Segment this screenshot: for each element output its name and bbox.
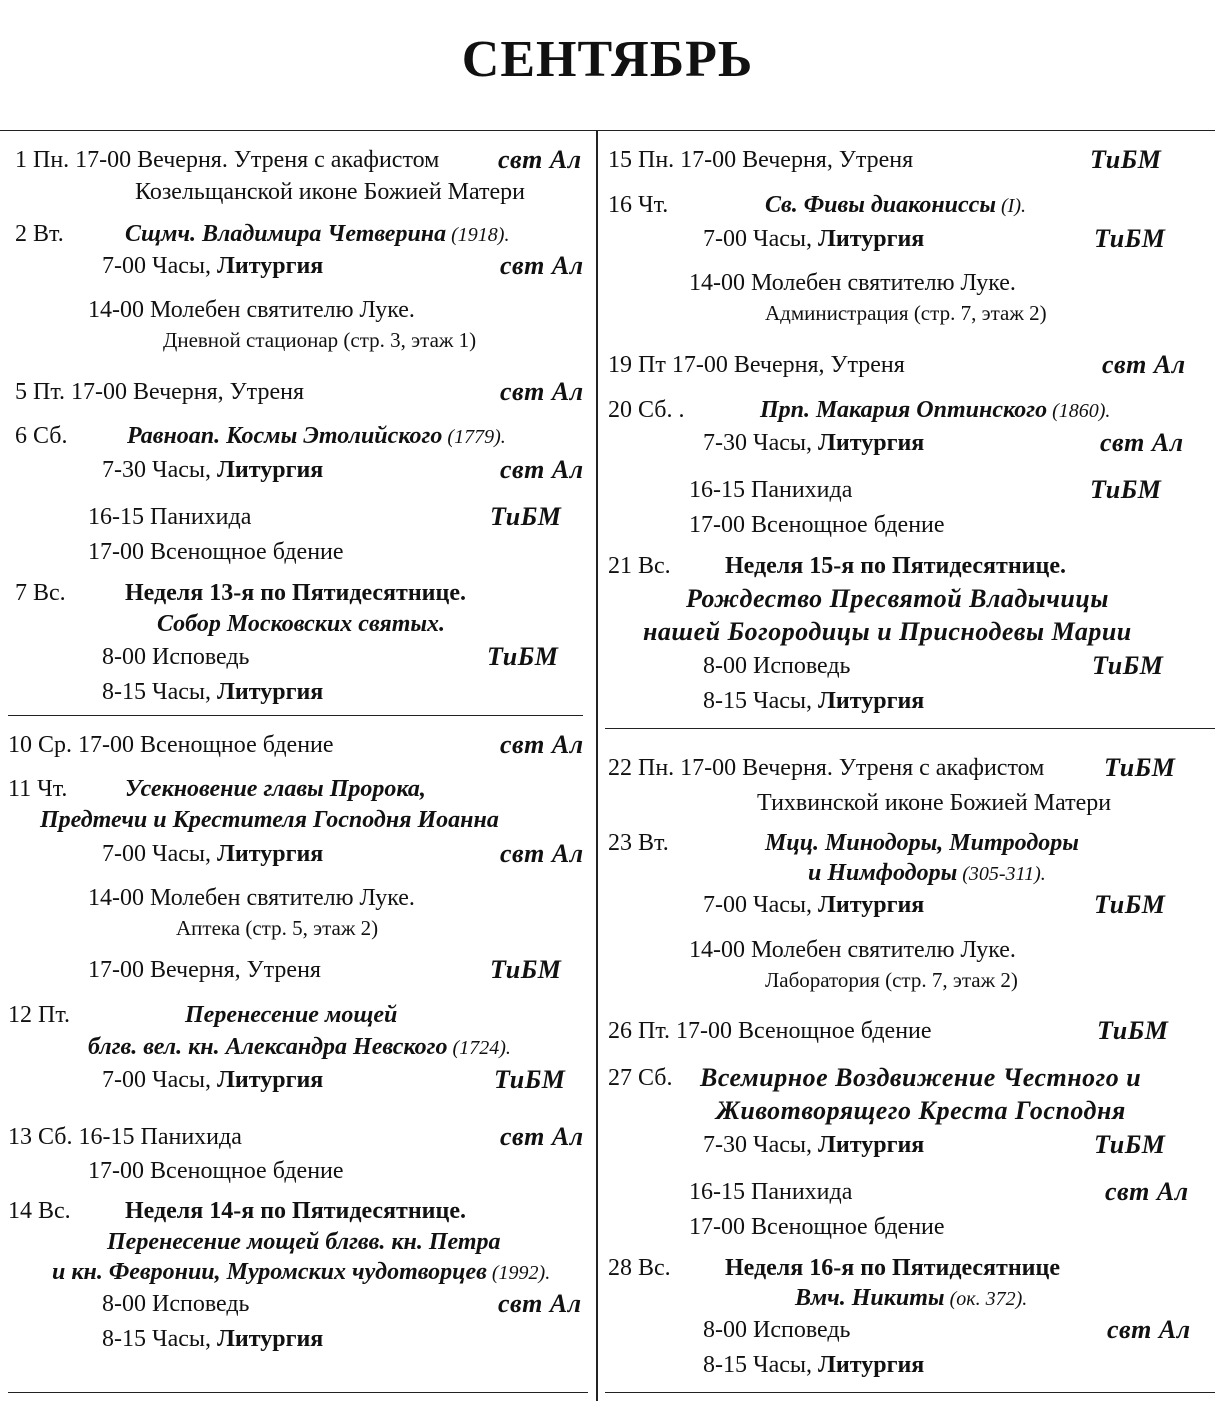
- schedule-line: 1 Пн. 17-00 Вечерня. Утреня с акафистом: [15, 147, 440, 173]
- clergy-tag: ТиБМ: [1094, 890, 1166, 919]
- schedule-line: Всемирное Воздвижение Честного и: [700, 1063, 1142, 1092]
- liturgy-label: Литургия: [818, 1132, 925, 1158]
- left-bottom-divider: [8, 1392, 588, 1393]
- year-note: (ок. 372).: [944, 1288, 1028, 1310]
- schedule-line: 19 Пт 17-00 Вечерня, Утреня: [608, 352, 905, 378]
- schedule-line: 16 Чт.: [608, 192, 669, 218]
- schedule-line: Прп. Макария Оптинского (1860).: [760, 397, 1111, 423]
- clergy-tag: свт Ал: [1107, 1315, 1191, 1344]
- schedule-line: 16-15 Панихида: [88, 504, 252, 530]
- service-time: 7-30 Часы,: [102, 457, 218, 483]
- schedule-line: 17-00 Всенощное бдение: [88, 539, 344, 565]
- schedule-line: 16-15 Панихида: [689, 477, 853, 503]
- year-note: (1918).: [446, 224, 510, 246]
- service-time: 8-15 Часы,: [703, 1352, 819, 1378]
- schedule-line: 14-00 Молебен святителю Луке.: [88, 885, 415, 911]
- schedule-line: 8-00 Исповедь: [102, 1291, 250, 1317]
- service-time: 7-00 Часы,: [703, 226, 819, 252]
- schedule-line: Неделя 14-я по Пятидесятнице.: [125, 1198, 466, 1224]
- schedule-line: Собор Московских святых.: [157, 611, 446, 637]
- schedule-line: [102, 1065, 323, 1095]
- service-time: 8-15 Часы,: [703, 688, 819, 714]
- schedule-line: 21 Вс.: [608, 553, 671, 579]
- clergy-tag: свт Ал: [1105, 1177, 1189, 1206]
- schedule-line: 14-00 Молебен святителю Луке.: [88, 297, 415, 323]
- schedule-line: Неделя 16-я по Пятидесятнице: [725, 1255, 1060, 1281]
- schedule-line: Неделя 15-я по Пятидесятнице.: [725, 553, 1066, 579]
- schedule-line: Неделя 13-я по Пятидесятнице.: [125, 580, 466, 606]
- clergy-tag: свт Ал: [500, 377, 584, 406]
- liturgy-label: Литургия: [217, 457, 324, 483]
- clergy-tag: свт Ал: [498, 145, 582, 174]
- column-divider: [596, 130, 598, 1401]
- year-note: (1779).: [442, 426, 506, 448]
- schedule-line: Лаборатория (стр. 7, этаж 2): [765, 968, 1018, 992]
- schedule-line: 17-00 Всенощное бдение: [88, 1158, 344, 1184]
- service-time: 7-00 Часы,: [703, 892, 819, 918]
- clergy-tag: свт Ал: [500, 1122, 584, 1151]
- right-bottom-divider: [605, 1392, 1215, 1393]
- liturgy-label: Литургия: [818, 892, 925, 918]
- clergy-tag: свт Ал: [1102, 350, 1186, 379]
- schedule-line: [703, 224, 924, 254]
- schedule-line: и кн. Февронии, Муромских чудотворцев (1992).: [52, 1259, 551, 1285]
- clergy-tag: ТиБМ: [490, 955, 562, 984]
- liturgy-label: Литургия: [217, 1326, 324, 1352]
- schedule-line: 17-00 Всенощное бдение: [689, 1214, 945, 1240]
- clergy-tag: ТиБМ: [494, 1065, 566, 1094]
- schedule-line: 7 Вс.: [15, 580, 66, 606]
- page-title: СЕНТЯБРЬ: [461, 31, 754, 88]
- schedule-line: 2 Вт.: [15, 221, 64, 247]
- service-time: 8-15 Часы,: [102, 1326, 218, 1352]
- schedule-line: Усекновение главы Пророка,: [125, 776, 426, 802]
- schedule-line: нашей Богородицы и Приснодевы Марии: [643, 617, 1132, 646]
- clergy-tag: ТиБМ: [1092, 651, 1164, 680]
- year-note: (1992).: [486, 1262, 551, 1284]
- left-week-divider: [8, 715, 583, 716]
- schedule-line: 26 Пт. 17-00 Всенощное бдение: [608, 1018, 932, 1044]
- schedule-line: Сщмч. Владимира Четверина (1918).: [125, 221, 510, 247]
- schedule-line: 6 Сб.: [15, 423, 68, 449]
- year-note: (1860).: [1047, 400, 1111, 422]
- schedule-line: [102, 251, 323, 281]
- schedule-line: 11 Чт.: [8, 776, 68, 802]
- schedule-line: [102, 455, 323, 485]
- clergy-tag: свт Ал: [498, 1289, 582, 1318]
- schedule-line: 14-00 Молебен святителю Луке.: [689, 270, 1016, 296]
- liturgy-label: Литургия: [818, 430, 925, 456]
- clergy-tag: ТиБМ: [487, 642, 559, 671]
- schedule-line: [102, 839, 323, 869]
- schedule-line: Аптека (стр. 5, этаж 2): [176, 916, 379, 940]
- schedule-line: 27 Сб.: [608, 1065, 673, 1091]
- schedule-line: [102, 677, 323, 707]
- schedule-line: Св. Фивы диакониссы (I).: [765, 192, 1026, 218]
- schedule-line: 20 Сб. .: [608, 397, 685, 423]
- clergy-tag: ТиБМ: [1097, 1016, 1169, 1045]
- liturgy-label: Литургия: [217, 679, 324, 705]
- clergy-tag: ТиБМ: [1094, 224, 1166, 253]
- schedule-line: 14-00 Молебен святителю Луке.: [689, 937, 1016, 963]
- schedule-line: 15 Пн. 17-00 Вечерня, Утреня: [608, 147, 914, 173]
- schedule-line: 17-00 Вечерня, Утреня: [88, 957, 321, 983]
- schedule-line: [703, 428, 924, 458]
- schedule-line: 8-00 Исповедь: [703, 1317, 851, 1343]
- service-time: 7-00 Часы,: [102, 253, 218, 279]
- schedule-line: Тихвинской иконе Божией Матери: [757, 790, 1112, 816]
- schedule-line: 22 Пн. 17-00 Вечерня. Утреня с акафистом: [608, 755, 1045, 781]
- schedule-line: [703, 890, 924, 920]
- top-divider: [0, 130, 1215, 131]
- schedule-line: 8-00 Исповедь: [102, 644, 250, 670]
- liturgy-label: Литургия: [217, 841, 324, 867]
- schedule-line: Предтечи и Крестителя Господня Иоанна: [40, 807, 499, 833]
- schedule-line: блгв. вел. кн. Александра Невского (1724).: [88, 1034, 511, 1060]
- schedule-line: Администрация (стр. 7, этаж 2): [765, 301, 1047, 325]
- clergy-tag: ТиБМ: [1104, 753, 1176, 782]
- year-note: (I).: [996, 195, 1026, 217]
- schedule-line: Животворящего Креста Господня: [716, 1096, 1126, 1125]
- right-week-divider: [605, 728, 1215, 729]
- year-note: (305-311).: [957, 863, 1046, 885]
- schedule-line: 16-15 Панихида: [689, 1179, 853, 1205]
- schedule-line: 14 Вс.: [8, 1198, 71, 1224]
- service-time: 7-00 Часы,: [102, 1067, 218, 1093]
- clergy-tag: ТиБМ: [490, 502, 562, 531]
- schedule-line: 28 Вс.: [608, 1255, 671, 1281]
- clergy-tag: ТиБМ: [1090, 475, 1162, 504]
- schedule-line: 23 Вт.: [608, 830, 669, 856]
- schedule-line: 10 Ср. 17-00 Всенощное бдение: [8, 732, 334, 758]
- schedule-line: [102, 1324, 323, 1354]
- liturgy-label: Литургия: [818, 226, 925, 252]
- clergy-tag: ТиБМ: [1090, 145, 1162, 174]
- service-time: 7-30 Часы,: [703, 1132, 819, 1158]
- clergy-tag: ТиБМ: [1094, 1130, 1166, 1159]
- schedule-line: [703, 1350, 924, 1380]
- schedule-line: 5 Пт. 17-00 Вечерня, Утреня: [15, 379, 304, 405]
- schedule-line: 13 Сб. 16-15 Панихида: [8, 1124, 242, 1150]
- schedule-line: Вмч. Никиты (ок. 372).: [795, 1285, 1028, 1311]
- schedule-line: Перенесение мощей: [185, 1002, 398, 1028]
- liturgy-label: Литургия: [818, 688, 925, 714]
- schedule-line: [703, 686, 924, 716]
- schedule-line: Козельщанской иконе Божией Матери: [135, 179, 526, 205]
- year-note: (1724).: [447, 1037, 511, 1059]
- service-time: 7-00 Часы,: [102, 841, 218, 867]
- schedule-line: Рождество Пресвятой Владычицы: [686, 584, 1109, 613]
- service-time: 8-15 Часы,: [102, 679, 218, 705]
- schedule-line: и Нимфодоры (305-311).: [808, 860, 1046, 886]
- schedule-line: 12 Пт.: [8, 1002, 71, 1028]
- liturgy-label: Литургия: [818, 1352, 925, 1378]
- schedule-line: 8-00 Исповедь: [703, 653, 851, 679]
- clergy-tag: свт Ал: [500, 455, 584, 484]
- schedule-line: Перенесение мощей блгвв. кн. Петра: [107, 1229, 501, 1255]
- schedule-line: Равноап. Космы Этолийского (1779).: [127, 423, 506, 449]
- clergy-tag: свт Ал: [500, 251, 584, 280]
- clergy-tag: свт Ал: [500, 730, 584, 759]
- schedule-line: 17-00 Всенощное бдение: [689, 512, 945, 538]
- clergy-tag: свт Ал: [500, 839, 584, 868]
- schedule-line: [703, 1130, 924, 1160]
- clergy-tag: свт Ал: [1100, 428, 1184, 457]
- service-time: 7-30 Часы,: [703, 430, 819, 456]
- schedule-line: Дневной стационар (стр. 3, этаж 1): [163, 328, 477, 352]
- liturgy-label: Литургия: [217, 1067, 324, 1093]
- liturgy-label: Литургия: [217, 253, 324, 279]
- schedule-line: Мцц. Минодоры, Митродоры: [765, 830, 1079, 856]
